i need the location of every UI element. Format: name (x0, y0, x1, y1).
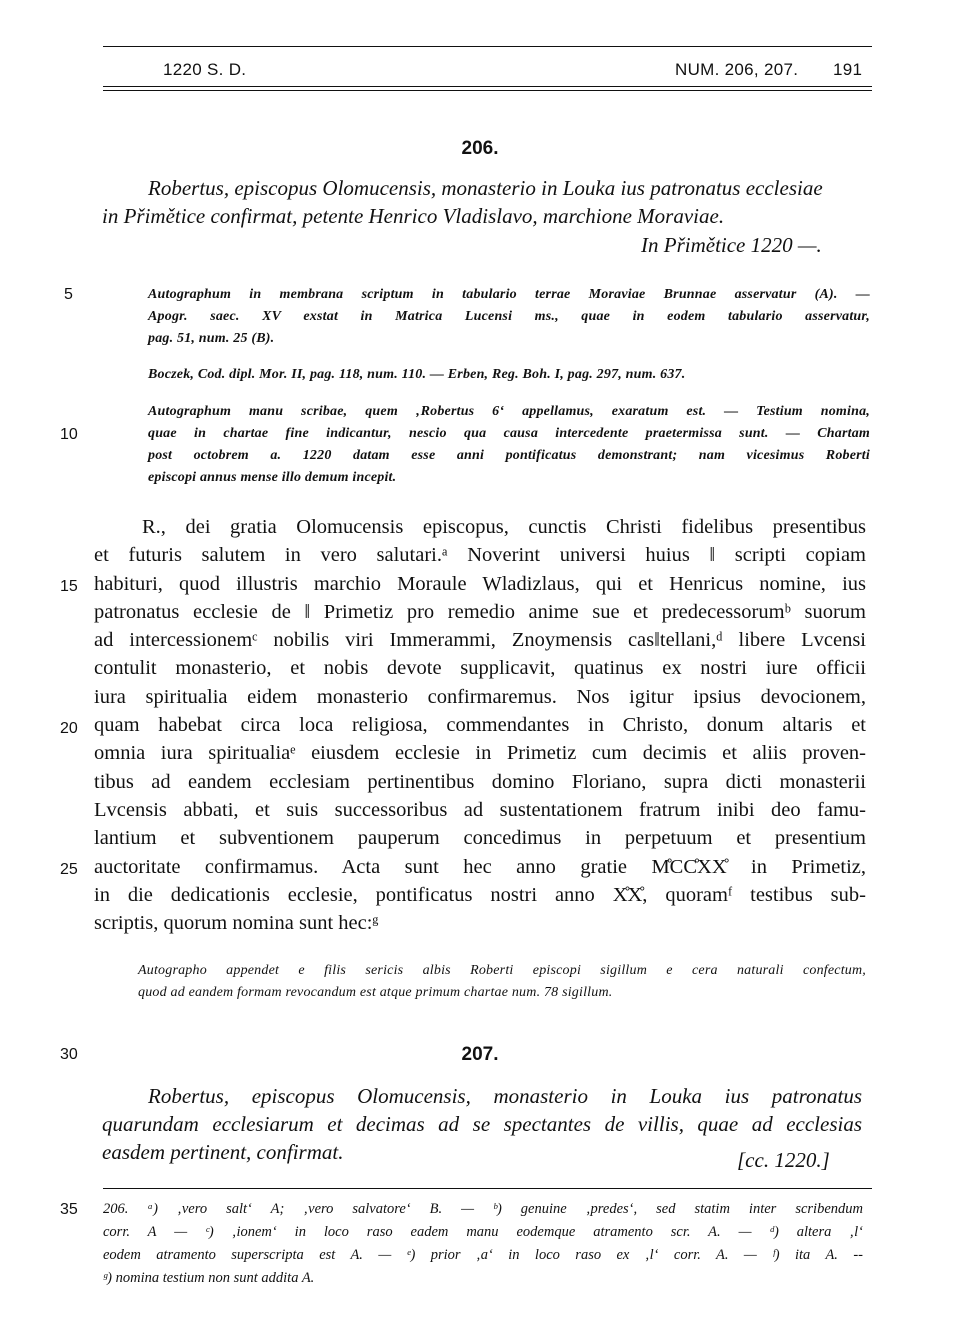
charter-line: quam habebat circa loca religiosa, commendantes in Christo, donum altaris et (94, 714, 866, 737)
regest-206-line-1: Robertus, episcopus Olomucensis, monasterio in Louka ius patronatus ecclesiae (148, 176, 823, 200)
regest-207-line-3: easdem pertinent, confirmat. (102, 1140, 344, 1164)
charter-line: Lvcensis abbati, et suis successoribus ad sustentationem fratrum inibi deo famu- (94, 798, 866, 821)
note-206-editions: Boczek, Cod. dipl. Mor. II, pag. 118, num. 110. — Erben, Reg. Boh. I, pag. 297, num. 637. (148, 367, 686, 382)
regest-206-line-2: in Přimětice confirmat, petente Henrico Vladislavo, marchione Moraviae. (102, 204, 725, 228)
doc-number-207: 207. (461, 1044, 499, 1065)
line-number-10: 10 (60, 426, 78, 443)
header-bottom-rule (103, 86, 872, 87)
line-number-30: 30 (60, 1046, 78, 1063)
footnote-line: ᵍ) nomina testium non sunt addita A. (103, 1270, 315, 1286)
footnotes-206 (103, 1198, 863, 1290)
charter-line: ad intercessionemᶜ nobilis viri Immerammi, Znoymensis cas‖tellani,ᵈ libere Lvcensi (94, 629, 866, 652)
footnote-line: eodem atramento superscripta est A. — ᵉ) prior ‚a‘ in loco raso ex ‚l‘ corr. A. — ᶠ) ita A. -- (103, 1247, 863, 1263)
charter-line: et futuris salutem in vero salutari.ᵃ Noverint universi huius ‖ scripti copiam (94, 544, 866, 567)
running-head-left: 1220 S. D. (163, 60, 247, 79)
footnote-line: 206. ᵃ) ‚vero salt‘ A; ‚vero salvatore‘ B. — ᵇ) genuine ‚predes‘, sed statim inter scribendum (103, 1201, 863, 1217)
charter-line: R., dei gratia Olomucensis episcopus, cunctis Christi fidelibus presentibus (142, 516, 866, 538)
line-number-15: 15 (60, 578, 78, 595)
charter-line: scriptis, quorum nomina sunt hec:ᵍ (94, 912, 379, 935)
charter-text-206 (94, 513, 866, 937)
seal-note-206: Autographo appendet e filis sericis albis Roberti episcopi sigillum e cera naturali confectum, quod ad eandem formam revocandum est atque primum chartae num. 78 sigillum. (138, 963, 866, 1000)
charter-line: lantium et subventionem pauperum concedimus in perpetuum et presentium (94, 827, 866, 850)
note-206-tradition: Autographum in membrana scriptum in tabulario terrae Moraviae Brunnae asservatur (A). — Apogr. saec. XV exstat in Matrica Lucensi ms., quae in eodem tabulario asservatur, pag. 51, num. 25 (B). (148, 287, 870, 346)
charter-line: in die dedicationis ecclesie, pontificatus nostri anno X̊X̊, quoramᶠ testibus sub- (94, 883, 866, 906)
regest-207-line-1: Robertus, episcopus Olomucensis, monasterio in Louka ius patronatus (148, 1084, 862, 1108)
charter-line: contulit monasterio, et nobis devote supplicavit, quatinus ex nostri iure officii (94, 657, 866, 680)
footnote-line: corr. A — ᶜ) ‚ionem‘ in loco raso eadem manu eodemque atramento scr. A. — ᵈ) altera ‚l‘ (103, 1224, 863, 1240)
footnote-rule (103, 1188, 872, 1189)
charter-line: omnia iura spiritualiaᵉ eiusdem ecclesie in Primetiz cum decimis et aliis proven- (94, 742, 866, 765)
running-head-center: NUM. 206, 207. (675, 60, 799, 79)
charter-line: iura spiritualia eidem monasterio confirmaremus. Nos igitur ipsius devocionem, (94, 685, 866, 708)
header-top-rule (103, 46, 872, 47)
place-date-206: In Přimětice 1220 —. (641, 233, 822, 257)
line-number-5: 5 (64, 286, 73, 303)
regest-207-line-2: quarundam ecclesiarum et decimas ad se spectantes de villis, quae ad ecclesias (102, 1112, 862, 1136)
page-number: 191 (833, 60, 863, 79)
charter-line: auctoritate confirmamus. Acta sunt hec anno gratie M̊CC̊XX̊ in Primetiz, (94, 855, 866, 878)
charter-line: tibus ad eandem ecclesiam pertinentibus domino Floriano, supra dicti monasterii (94, 770, 866, 793)
line-number-25: 25 (60, 861, 78, 878)
doc-number-206: 206. (461, 138, 499, 159)
note-206-comment: Autographum manu scribae, quem ‚Robertus 6‘ appellamus, exaratum est. — Testium nomina, quae in chartae fine indicantur, nescio qua causa intercedente praetermissa sunt. — Chartam post octobrem a. 1220 datam esse anni pontificatus demonstrant; nam vicesimus Roberti episcopi annus mense illo demum incepit. (148, 404, 870, 485)
line-number-35: 35 (60, 1201, 78, 1218)
line-number-20: 20 (60, 720, 78, 737)
charter-line: habituri, quod illustris marchio Moraule Wladizlaus, qui et Henricus nomine, ius (94, 572, 866, 595)
date-207: [cc. 1220.] (737, 1148, 830, 1172)
header-bottom-rule-2 (103, 90, 872, 91)
charter-line: patronatus ecclesie de ‖ Primetiz pro remedio anime sue et predecessorumᵇ suorum (94, 600, 866, 623)
